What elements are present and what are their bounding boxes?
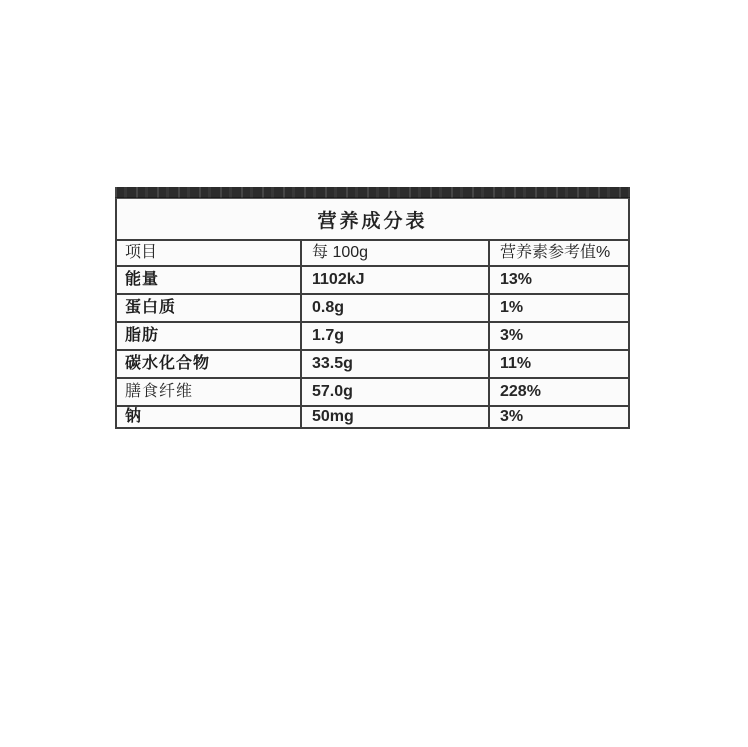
nutrition-label: [115, 187, 630, 429]
table-title-row: [117, 199, 628, 241]
table-row-dietary-fiber: [117, 379, 628, 407]
row-per-100g-value: 1102kJ: [300, 267, 488, 293]
row-item-label: 钠: [125, 408, 143, 425]
row-item-label: 膳食纤维: [125, 383, 194, 400]
row-per-100g-value: 1.7g: [300, 323, 488, 349]
row-item-label: 碳水化合物: [125, 355, 211, 372]
column-header-nrv: 营养素参考值%: [488, 241, 628, 265]
row-nrv-value: 13%: [488, 267, 628, 293]
row-item-label: 蛋白质: [125, 299, 177, 316]
column-header-per-100g: 每 100g: [300, 241, 488, 265]
row-nrv-value: 3%: [488, 407, 628, 427]
table-row-sodium: [117, 407, 628, 427]
row-item-label: 脂肪: [125, 327, 160, 344]
row-nrv-value: 11%: [488, 351, 628, 377]
table-header-row: [117, 241, 628, 267]
row-nrv-value: 1%: [488, 295, 628, 321]
redacted-header-bar: [115, 187, 630, 198]
table-row-carbohydrate: [117, 351, 628, 379]
row-per-100g-value: 57.0g: [300, 379, 488, 405]
row-item-label: 能量: [125, 271, 160, 288]
column-header-item: 项目: [125, 244, 158, 261]
row-per-100g-value: 33.5g: [300, 351, 488, 377]
table-row-energy: [117, 267, 628, 295]
nutrition-facts-table: [115, 198, 630, 429]
row-nrv-value: 228%: [488, 379, 628, 405]
table-title: 营养成分表: [317, 210, 428, 232]
row-per-100g-value: 0.8g: [300, 295, 488, 321]
row-per-100g-value: 50mg: [300, 407, 488, 427]
row-nrv-value: 3%: [488, 323, 628, 349]
table-row-fat: [117, 323, 628, 351]
table-row-protein: [117, 295, 628, 323]
